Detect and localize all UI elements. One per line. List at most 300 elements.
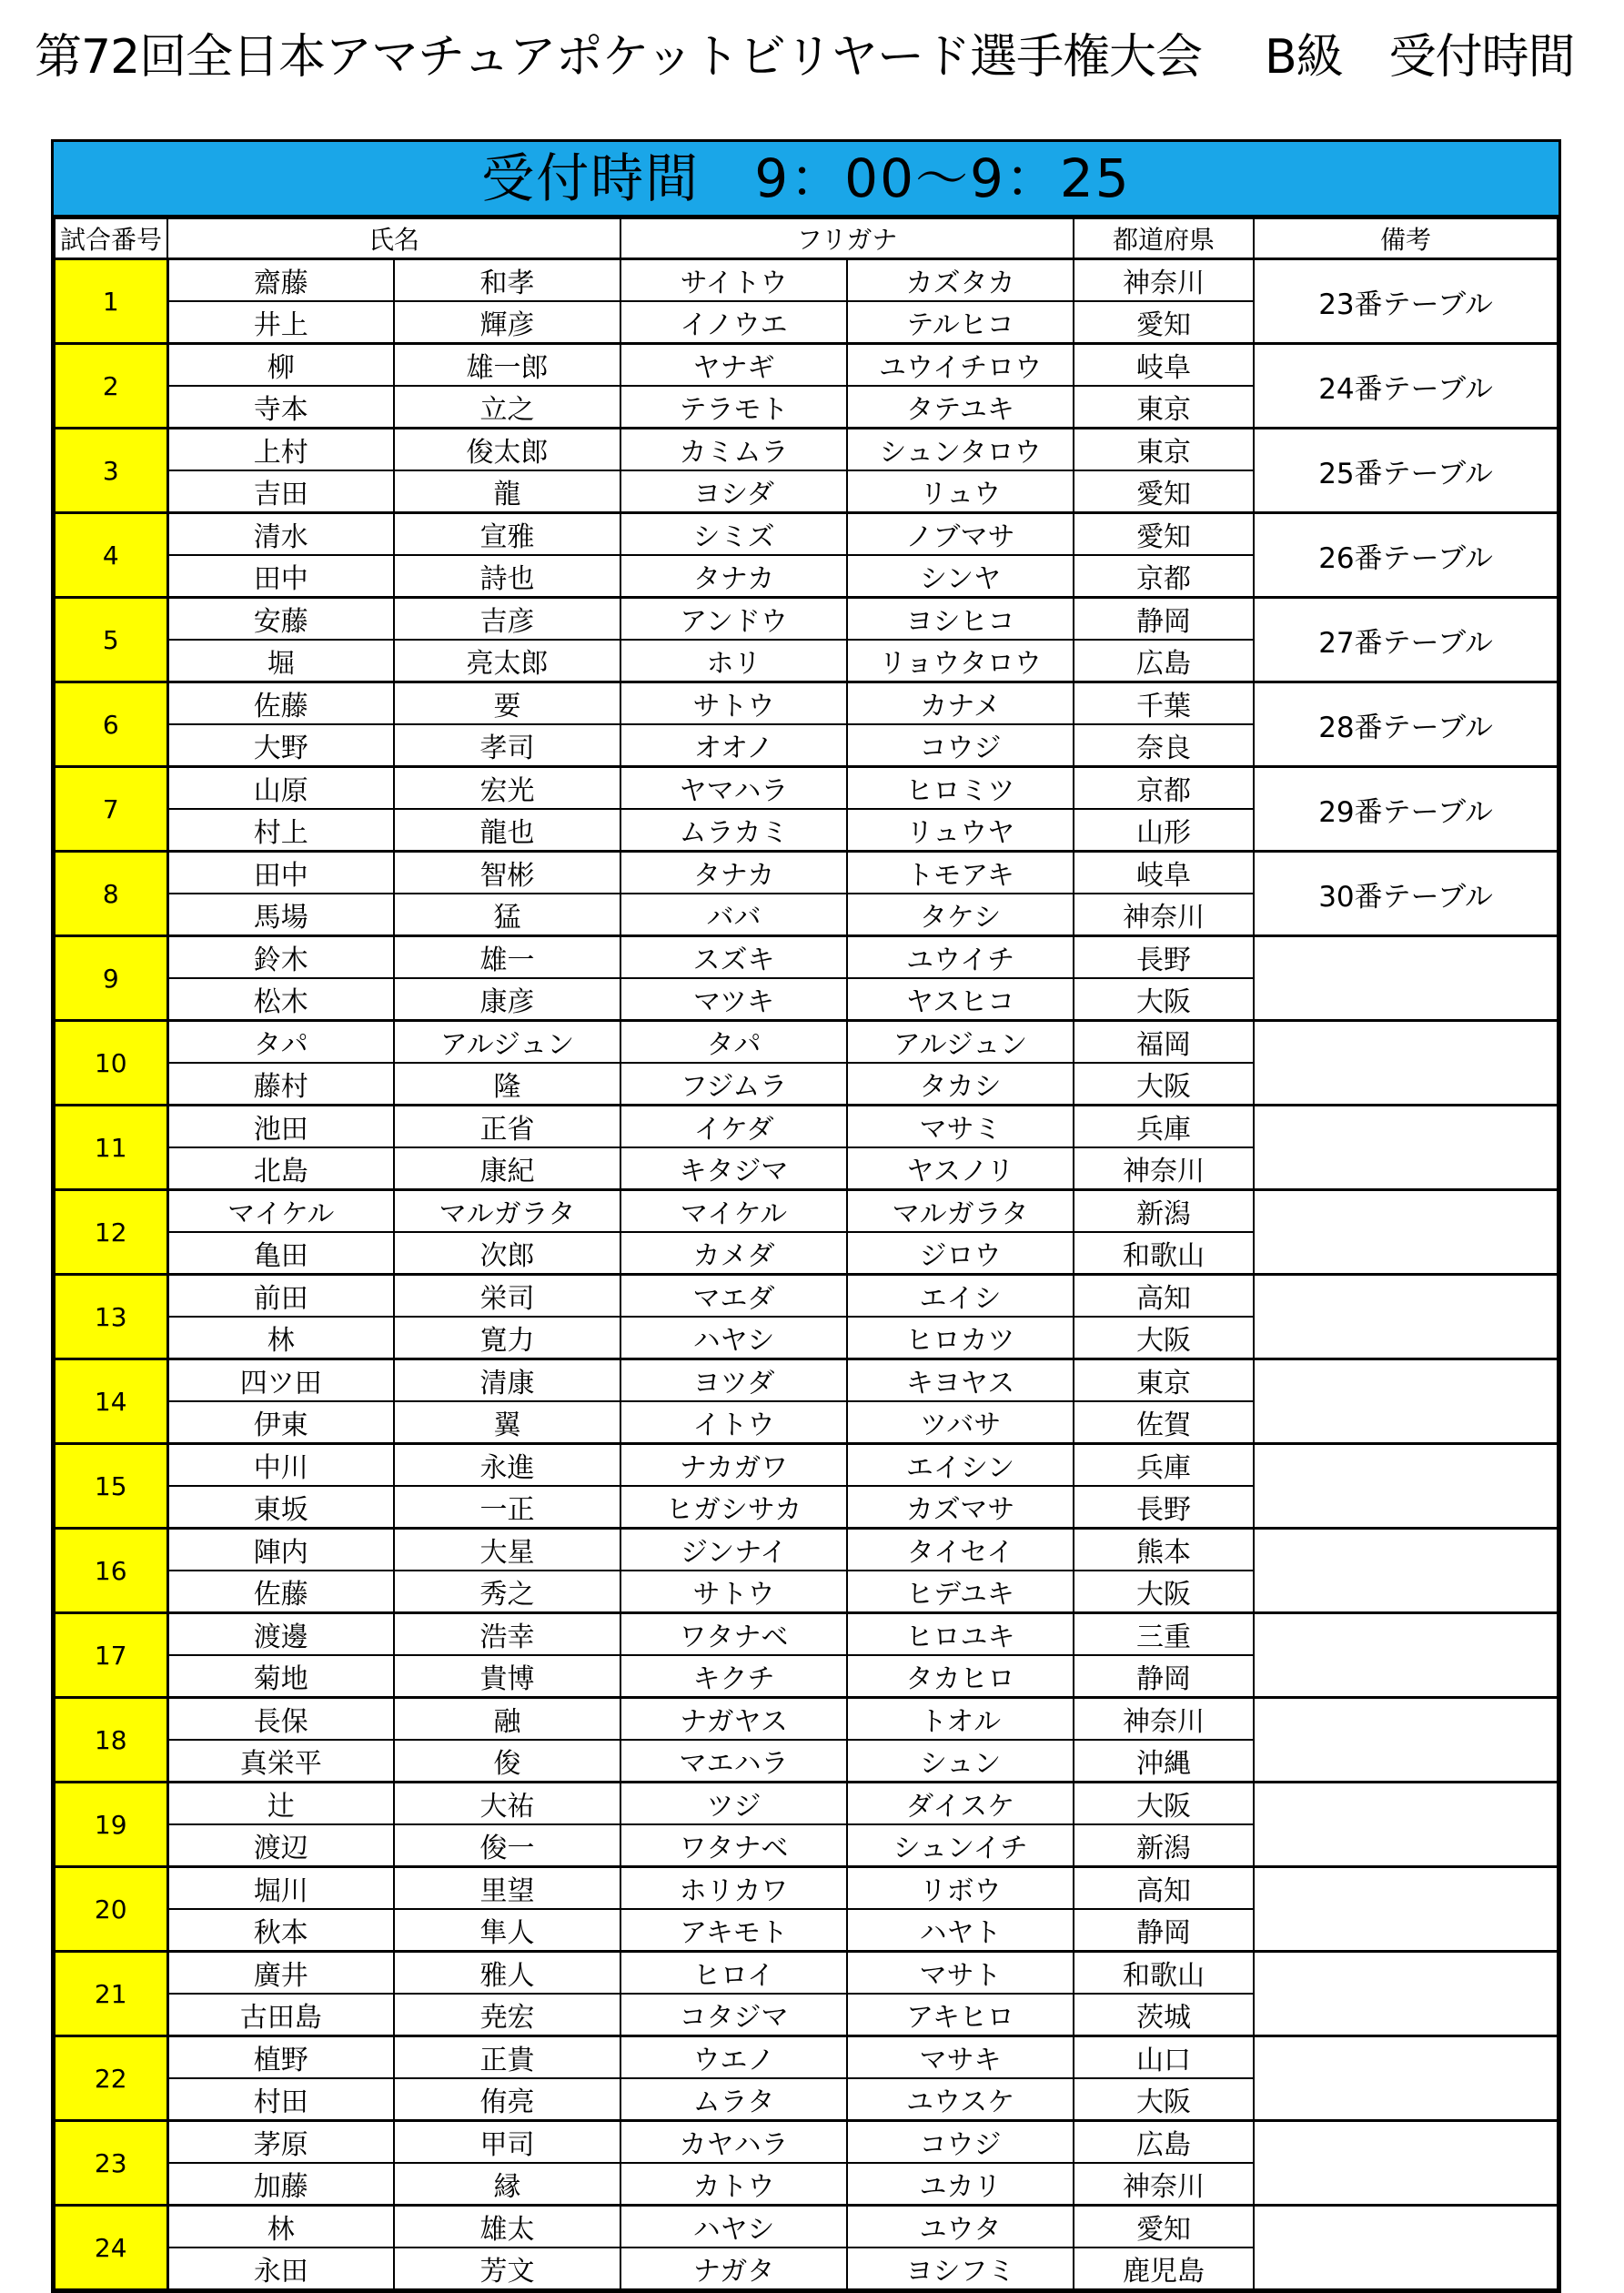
player-prefecture: 東京 <box>1074 386 1254 429</box>
player-prefecture: 大阪 <box>1074 1783 1254 1825</box>
player-kana-surname: ババ <box>620 894 847 936</box>
player-kana-given-name: タカシ <box>847 1063 1074 1106</box>
player-kana-given-name: コウジ <box>847 724 1074 767</box>
player-prefecture: 広島 <box>1074 640 1254 682</box>
player-kana-given-name: タテユキ <box>847 386 1074 429</box>
player-surname: 渡辺 <box>167 1824 394 1867</box>
player-prefecture: 新潟 <box>1074 1824 1254 1867</box>
player-kana-given-name: マサミ <box>847 1106 1074 1148</box>
match-number: 7 <box>55 767 167 852</box>
player-kana-surname: ツジ <box>620 1783 847 1825</box>
table-assignment-note <box>1254 2206 1558 2290</box>
header-match-no: 試合番号 <box>55 218 167 259</box>
player-kana-surname: ナガタ <box>620 2248 847 2289</box>
table-row <box>55 1359 1558 1402</box>
player-kana-surname: ヨシダ <box>620 470 847 513</box>
player-surname: 齋藤 <box>167 259 394 302</box>
player-surname: 秋本 <box>167 1909 394 1952</box>
table-row <box>55 1867 1558 1910</box>
player-kana-surname: フジムラ <box>620 1063 847 1106</box>
table-row <box>55 852 1558 894</box>
player-surname: 陣内 <box>167 1529 394 1571</box>
player-prefecture: 東京 <box>1074 1359 1254 1402</box>
player-kana-given-name: マサキ <box>847 2036 1074 2079</box>
player-surname: 佐藤 <box>167 682 394 725</box>
table-assignment-note <box>1254 1021 1558 1106</box>
table-row <box>55 936 1558 979</box>
table-row <box>55 1021 1558 1064</box>
reception-sheet <box>51 139 1561 2293</box>
table-assignment-note: 30番テーブル <box>1254 852 1558 936</box>
player-prefecture: 三重 <box>1074 1613 1254 1656</box>
player-prefecture: 高知 <box>1074 1867 1254 1910</box>
match-number: 6 <box>55 682 167 767</box>
player-kana-surname: カミムラ <box>620 429 847 471</box>
table-row <box>55 2036 1558 2079</box>
player-kana-given-name: ハヤト <box>847 1909 1074 1952</box>
table-row <box>55 429 1558 471</box>
player-given-name: 宏光 <box>394 767 620 810</box>
player-surname: 田中 <box>167 852 394 894</box>
player-kana-given-name: ダイスケ <box>847 1783 1074 1825</box>
player-given-name: 雄太 <box>394 2206 620 2248</box>
table-assignment-note <box>1254 2036 1558 2121</box>
table-row <box>55 1952 1558 1995</box>
player-given-name: 大星 <box>394 1529 620 1571</box>
player-prefecture: 兵庫 <box>1074 1106 1254 1148</box>
player-surname: 上村 <box>167 429 394 471</box>
player-prefecture: 岐阜 <box>1074 852 1254 894</box>
player-kana-surname: タナカ <box>620 555 847 598</box>
player-given-name: 芳文 <box>394 2248 620 2289</box>
player-kana-surname: ジンナイ <box>620 1529 847 1571</box>
table-assignment-note <box>1254 1613 1558 1698</box>
player-given-name: 詩也 <box>394 555 620 598</box>
table-assignment-note <box>1254 936 1558 1021</box>
player-kana-surname: ワタナベ <box>620 1613 847 1656</box>
match-number: 4 <box>55 513 167 598</box>
player-kana-surname: イノウエ <box>620 301 847 344</box>
title-sub: B級 受付時間 <box>1265 30 1575 85</box>
table-assignment-note: 29番テーブル <box>1254 767 1558 852</box>
table-header-row <box>55 218 1558 259</box>
table-assignment-note <box>1254 2121 1558 2206</box>
player-surname: 林 <box>167 2206 394 2248</box>
header-furigana: フリガナ <box>620 218 1074 259</box>
player-prefecture: 愛知 <box>1074 513 1254 556</box>
player-prefecture: 岐阜 <box>1074 344 1254 387</box>
player-kana-given-name: マサト <box>847 1952 1074 1995</box>
player-kana-surname: コタジマ <box>620 1994 847 2036</box>
player-surname: マイケル <box>167 1190 394 1233</box>
player-kana-given-name: ヒデユキ <box>847 1571 1074 1613</box>
table-row <box>55 344 1558 387</box>
table-row <box>55 1444 1558 1487</box>
table-row <box>55 1190 1558 1233</box>
player-prefecture: 熊本 <box>1074 1529 1254 1571</box>
player-prefecture: 大阪 <box>1074 2078 1254 2121</box>
player-given-name: 侑亮 <box>394 2078 620 2121</box>
player-kana-given-name: タカヒロ <box>847 1655 1074 1698</box>
player-kana-surname: アキモト <box>620 1909 847 1952</box>
player-kana-given-name: テルヒコ <box>847 301 1074 344</box>
player-given-name: 秀之 <box>394 1571 620 1613</box>
player-kana-surname: ヒガシサカ <box>620 1486 847 1529</box>
player-surname: 松木 <box>167 978 394 1021</box>
player-given-name: 智彬 <box>394 852 620 894</box>
player-given-name: マルガラタ <box>394 1190 620 1233</box>
player-prefecture: 神奈川 <box>1074 2163 1254 2206</box>
player-surname: 真栄平 <box>167 1740 394 1783</box>
match-number: 5 <box>55 598 167 682</box>
player-surname: 辻 <box>167 1783 394 1825</box>
player-surname: 四ツ田 <box>167 1359 394 1402</box>
table-row <box>55 1783 1558 1825</box>
player-kana-given-name: ヨシヒコ <box>847 598 1074 641</box>
player-kana-surname: マイケル <box>620 1190 847 1233</box>
player-given-name: 栄司 <box>394 1275 620 1318</box>
player-prefecture: 大阪 <box>1074 1317 1254 1359</box>
player-prefecture: 福岡 <box>1074 1021 1254 1064</box>
player-kana-given-name: キヨヤス <box>847 1359 1074 1402</box>
player-kana-surname: カトウ <box>620 2163 847 2206</box>
player-kana-surname: ホリカワ <box>620 1867 847 1910</box>
player-prefecture: 山形 <box>1074 809 1254 852</box>
table-assignment-note <box>1254 1783 1558 1867</box>
player-prefecture: 静岡 <box>1074 1655 1254 1698</box>
player-kana-surname: スズキ <box>620 936 847 979</box>
player-kana-surname: ムラタ <box>620 2078 847 2121</box>
player-kana-given-name: リュウ <box>847 470 1074 513</box>
table-row <box>55 1613 1558 1656</box>
player-surname: 永田 <box>167 2248 394 2289</box>
player-surname: 林 <box>167 1317 394 1359</box>
player-kana-given-name: シュンタロウ <box>847 429 1074 471</box>
player-kana-surname: オオノ <box>620 724 847 767</box>
player-kana-surname: アンドウ <box>620 598 847 641</box>
player-prefecture: 京都 <box>1074 555 1254 598</box>
player-kana-surname: シミズ <box>620 513 847 556</box>
player-surname: 堀 <box>167 640 394 682</box>
player-prefecture: 和歌山 <box>1074 1232 1254 1275</box>
match-number: 1 <box>55 259 167 344</box>
match-number: 9 <box>55 936 167 1021</box>
table-assignment-note: 24番テーブル <box>1254 344 1558 429</box>
match-number: 17 <box>55 1613 167 1698</box>
player-given-name: 要 <box>394 682 620 725</box>
player-kana-surname: タパ <box>620 1021 847 1064</box>
player-surname: 清水 <box>167 513 394 556</box>
table-assignment-note <box>1254 1529 1558 1613</box>
match-number: 8 <box>55 852 167 936</box>
player-given-name: 俊太郎 <box>394 429 620 471</box>
player-kana-given-name: ヒロミツ <box>847 767 1074 810</box>
player-given-name: 雅人 <box>394 1952 620 1995</box>
player-given-name: 輝彦 <box>394 301 620 344</box>
reception-time-banner: 受付時間 9：00～9：25 <box>54 142 1558 217</box>
table-assignment-note: 28番テーブル <box>1254 682 1558 767</box>
player-prefecture: 神奈川 <box>1074 894 1254 936</box>
table-assignment-note: 27番テーブル <box>1254 598 1558 682</box>
player-prefecture: 奈良 <box>1074 724 1254 767</box>
table-assignment-note <box>1254 1106 1558 1190</box>
player-given-name: 龍也 <box>394 809 620 852</box>
player-kana-given-name: ヒロカツ <box>847 1317 1074 1359</box>
match-number: 19 <box>55 1783 167 1867</box>
player-kana-given-name: コウジ <box>847 2121 1074 2164</box>
player-kana-surname: ハヤシ <box>620 2206 847 2248</box>
player-surname: 中川 <box>167 1444 394 1487</box>
match-number: 20 <box>55 1867 167 1952</box>
player-prefecture: 佐賀 <box>1074 1401 1254 1444</box>
player-kana-given-name: リュウヤ <box>847 809 1074 852</box>
player-given-name: 寛力 <box>394 1317 620 1359</box>
player-prefecture: 神奈川 <box>1074 259 1254 302</box>
player-given-name: 尭宏 <box>394 1994 620 2036</box>
player-given-name: 甲司 <box>394 2121 620 2164</box>
player-given-name: 大祐 <box>394 1783 620 1825</box>
table-assignment-note <box>1254 1359 1558 1444</box>
player-kana-surname: キタジマ <box>620 1147 847 1190</box>
player-kana-given-name: エイシン <box>847 1444 1074 1487</box>
match-table-body <box>55 259 1558 2290</box>
player-surname: 加藤 <box>167 2163 394 2206</box>
player-kana-surname: ヤナギ <box>620 344 847 387</box>
table-row <box>55 1698 1558 1741</box>
match-number: 13 <box>55 1275 167 1359</box>
header-name: 氏名 <box>167 218 620 259</box>
player-given-name: 融 <box>394 1698 620 1741</box>
player-prefecture: 山口 <box>1074 2036 1254 2079</box>
player-surname: 鈴木 <box>167 936 394 979</box>
player-surname: 寺本 <box>167 386 394 429</box>
player-kana-surname: イケダ <box>620 1106 847 1148</box>
player-given-name: 猛 <box>394 894 620 936</box>
player-surname: 馬場 <box>167 894 394 936</box>
player-given-name: 貴博 <box>394 1655 620 1698</box>
player-kana-surname: カメダ <box>620 1232 847 1275</box>
player-prefecture: 京都 <box>1074 767 1254 810</box>
player-given-name: 雄一 <box>394 936 620 979</box>
player-prefecture: 静岡 <box>1074 598 1254 641</box>
match-number: 10 <box>55 1021 167 1106</box>
player-kana-surname: ヨツダ <box>620 1359 847 1402</box>
player-kana-surname: ヒロイ <box>620 1952 847 1995</box>
player-given-name: 隆 <box>394 1063 620 1106</box>
player-prefecture: 神奈川 <box>1074 1147 1254 1190</box>
player-kana-surname: ハヤシ <box>620 1317 847 1359</box>
match-number: 3 <box>55 429 167 513</box>
match-number: 11 <box>55 1106 167 1190</box>
player-surname: 田中 <box>167 555 394 598</box>
player-surname: 安藤 <box>167 598 394 641</box>
player-given-name: 次郎 <box>394 1232 620 1275</box>
player-surname: 茅原 <box>167 2121 394 2164</box>
table-assignment-note: 26番テーブル <box>1254 513 1558 598</box>
player-surname: 村田 <box>167 2078 394 2121</box>
player-surname: 大野 <box>167 724 394 767</box>
player-kana-surname: ヤマハラ <box>620 767 847 810</box>
player-surname: 吉田 <box>167 470 394 513</box>
player-surname: 菊地 <box>167 1655 394 1698</box>
match-table <box>54 217 1558 2290</box>
player-prefecture: 長野 <box>1074 936 1254 979</box>
player-kana-given-name: カナメ <box>847 682 1074 725</box>
player-surname: 伊東 <box>167 1401 394 1444</box>
player-given-name: 龍 <box>394 470 620 513</box>
player-surname: 池田 <box>167 1106 394 1148</box>
match-number: 16 <box>55 1529 167 1613</box>
player-prefecture: 東京 <box>1074 429 1254 471</box>
player-kana-given-name: エイシ <box>847 1275 1074 1318</box>
player-kana-given-name: ユウタ <box>847 2206 1074 2248</box>
player-kana-surname: イトウ <box>620 1401 847 1444</box>
player-given-name: 吉彦 <box>394 598 620 641</box>
title-main: 第72回全日本アマチュアポケットビリヤード選手権大会 <box>35 30 1202 85</box>
player-surname: 井上 <box>167 301 394 344</box>
player-kana-given-name: タケシ <box>847 894 1074 936</box>
table-row <box>55 2206 1558 2248</box>
player-prefecture: 沖縄 <box>1074 1740 1254 1783</box>
table-row <box>55 1106 1558 1148</box>
match-number: 22 <box>55 2036 167 2121</box>
player-prefecture: 神奈川 <box>1074 1698 1254 1741</box>
player-surname: 古田島 <box>167 1994 394 2036</box>
player-given-name: 翼 <box>394 1401 620 1444</box>
player-kana-surname: ウエノ <box>620 2036 847 2079</box>
player-kana-surname: サトウ <box>620 682 847 725</box>
player-kana-surname: マツキ <box>620 978 847 1021</box>
player-kana-surname: サトウ <box>620 1571 847 1613</box>
player-prefecture: 愛知 <box>1074 2206 1254 2248</box>
player-prefecture: 大阪 <box>1074 1063 1254 1106</box>
player-kana-given-name: リボウ <box>847 1867 1074 1910</box>
player-surname: 佐藤 <box>167 1571 394 1613</box>
player-surname: 山原 <box>167 767 394 810</box>
player-kana-surname: マエダ <box>620 1275 847 1318</box>
player-given-name: 正貴 <box>394 2036 620 2079</box>
player-kana-surname: ナカガワ <box>620 1444 847 1487</box>
player-prefecture: 愛知 <box>1074 301 1254 344</box>
player-kana-surname: カヤハラ <box>620 2121 847 2164</box>
player-kana-given-name: ユウスケ <box>847 2078 1074 2121</box>
match-number: 15 <box>55 1444 167 1529</box>
player-surname: 長保 <box>167 1698 394 1741</box>
player-surname: 北島 <box>167 1147 394 1190</box>
table-row <box>55 598 1558 641</box>
player-prefecture: 茨城 <box>1074 1994 1254 2036</box>
player-kana-given-name: シュンイチ <box>847 1824 1074 1867</box>
player-given-name: 隼人 <box>394 1909 620 1952</box>
player-surname: 村上 <box>167 809 394 852</box>
match-number: 23 <box>55 2121 167 2206</box>
player-given-name: 俊一 <box>394 1824 620 1867</box>
table-row <box>55 682 1558 725</box>
header-prefecture: 都道府県 <box>1074 218 1254 259</box>
player-kana-given-name: ユカリ <box>847 2163 1074 2206</box>
player-kana-given-name: タイセイ <box>847 1529 1074 1571</box>
table-assignment-note <box>1254 1952 1558 2036</box>
player-kana-given-name: マルガラタ <box>847 1190 1074 1233</box>
table-row <box>55 259 1558 302</box>
player-surname: 柳 <box>167 344 394 387</box>
player-surname: 東坂 <box>167 1486 394 1529</box>
player-kana-given-name: ヤスノリ <box>847 1147 1074 1190</box>
header-notes: 備考 <box>1254 218 1558 259</box>
player-kana-surname: タナカ <box>620 852 847 894</box>
table-assignment-note <box>1254 1444 1558 1529</box>
player-prefecture: 大阪 <box>1074 1571 1254 1613</box>
player-kana-surname: ナガヤス <box>620 1698 847 1741</box>
player-given-name: 里望 <box>394 1867 620 1910</box>
player-prefecture: 広島 <box>1074 2121 1254 2164</box>
player-surname: 堀川 <box>167 1867 394 1910</box>
player-prefecture: 兵庫 <box>1074 1444 1254 1487</box>
player-prefecture: 愛知 <box>1074 470 1254 513</box>
player-kana-given-name: アキヒロ <box>847 1994 1074 2036</box>
match-number: 14 <box>55 1359 167 1444</box>
match-number: 21 <box>55 1952 167 2036</box>
player-given-name: 縁 <box>394 2163 620 2206</box>
match-number: 12 <box>55 1190 167 1275</box>
table-assignment-note <box>1254 1867 1558 1952</box>
player-given-name: 和孝 <box>394 259 620 302</box>
player-kana-surname: マエハラ <box>620 1740 847 1783</box>
player-surname: 渡邊 <box>167 1613 394 1656</box>
player-kana-surname: ホリ <box>620 640 847 682</box>
player-prefecture: 千葉 <box>1074 682 1254 725</box>
player-kana-given-name: アルジュン <box>847 1021 1074 1064</box>
player-kana-surname: テラモト <box>620 386 847 429</box>
player-kana-given-name: ユウイチロウ <box>847 344 1074 387</box>
player-kana-given-name: ヒロユキ <box>847 1613 1074 1656</box>
player-kana-given-name: トオル <box>847 1698 1074 1741</box>
player-kana-given-name: カズタカ <box>847 259 1074 302</box>
player-given-name: 俊 <box>394 1740 620 1783</box>
table-assignment-note <box>1254 1275 1558 1359</box>
player-kana-given-name: ヨシフミ <box>847 2248 1074 2289</box>
player-kana-given-name: リョウタロウ <box>847 640 1074 682</box>
player-prefecture: 新潟 <box>1074 1190 1254 1233</box>
player-given-name: 清康 <box>394 1359 620 1402</box>
table-assignment-note <box>1254 1190 1558 1275</box>
player-kana-surname: サイトウ <box>620 259 847 302</box>
player-kana-given-name: ユウイチ <box>847 936 1074 979</box>
player-given-name: 孝司 <box>394 724 620 767</box>
player-given-name: 亮太郎 <box>394 640 620 682</box>
player-kana-surname: ワタナベ <box>620 1824 847 1867</box>
player-given-name: 正省 <box>394 1106 620 1148</box>
player-given-name: 康彦 <box>394 978 620 1021</box>
table-row <box>55 2121 1558 2164</box>
player-given-name: 浩幸 <box>394 1613 620 1656</box>
match-number: 18 <box>55 1698 167 1783</box>
player-prefecture: 鹿児島 <box>1074 2248 1254 2289</box>
player-prefecture: 和歌山 <box>1074 1952 1254 1995</box>
player-surname: 藤村 <box>167 1063 394 1106</box>
table-row <box>55 513 1558 556</box>
player-given-name: 康紀 <box>394 1147 620 1190</box>
player-surname: 植野 <box>167 2036 394 2079</box>
player-prefecture: 大阪 <box>1074 978 1254 1021</box>
player-kana-given-name: トモアキ <box>847 852 1074 894</box>
player-kana-given-name: カズマサ <box>847 1486 1074 1529</box>
player-surname: 前田 <box>167 1275 394 1318</box>
table-assignment-note: 23番テーブル <box>1254 259 1558 344</box>
table-row <box>55 767 1558 810</box>
player-kana-surname: キクチ <box>620 1655 847 1698</box>
player-kana-given-name: ノブマサ <box>847 513 1074 556</box>
